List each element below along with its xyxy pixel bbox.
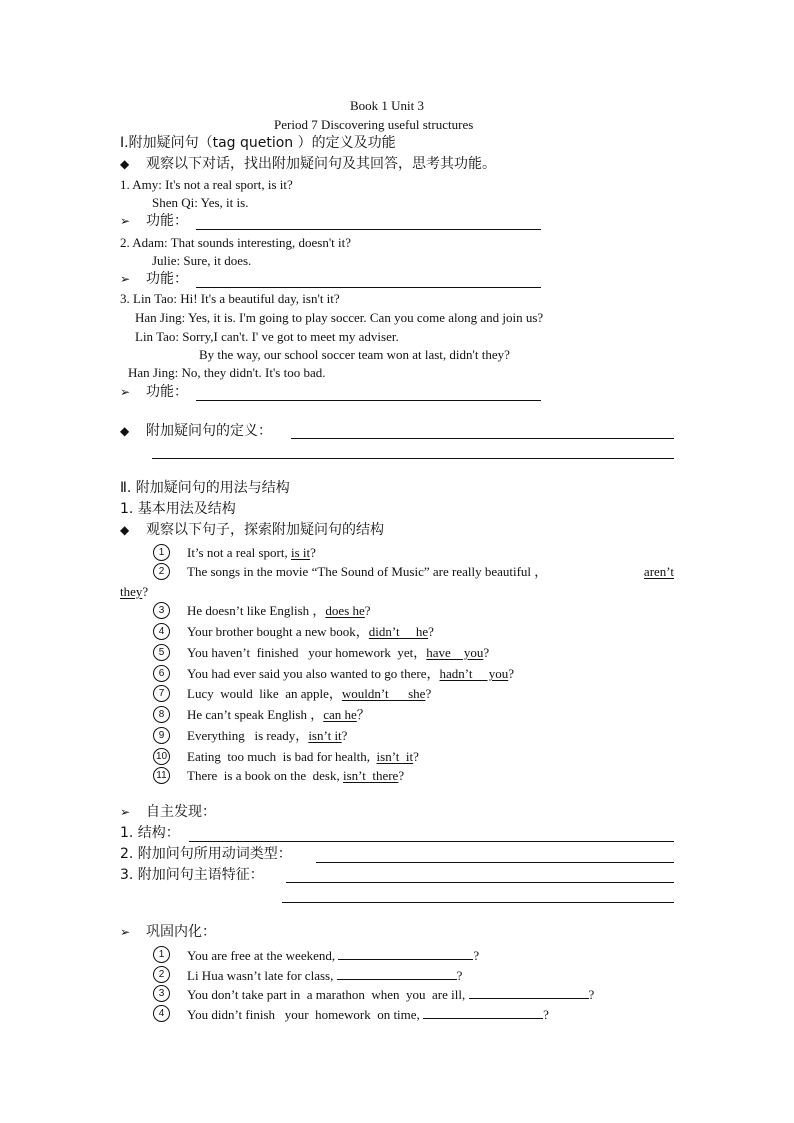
answer-line[interactable] (196, 287, 541, 288)
tag-question: didn’t he (368, 624, 429, 639)
sentence-number: 2 (153, 563, 170, 580)
dialogue-3-line-4: By the way, our school soccer team won at last, didn't they? (199, 347, 510, 362)
sentence-number: 1 (153, 544, 170, 561)
answer-blank[interactable] (469, 986, 589, 999)
practice-heading: ➢ 巩固内化： (120, 924, 216, 940)
answer-line[interactable] (316, 862, 674, 863)
sentence-number: 4 (153, 623, 170, 640)
section-2-heading: Ⅱ. 附加疑问句的用法与结构 (120, 480, 290, 496)
sentence-number: 5 (153, 644, 170, 661)
dialogue-3-line-5: Han Jing: No, they didn't. It's too bad. (128, 365, 326, 380)
sentence-number: 10 (153, 748, 170, 765)
practice-sentence: You didn’t finish your homework on time, ? (187, 1007, 549, 1022)
example-sentence: Your brother bought a new book，didn’t he? (187, 624, 434, 639)
tag-question: wouldn’t she (341, 686, 426, 701)
answer-line[interactable] (196, 229, 541, 230)
example-sentence: You haven’t finished your homework yet，have you? (187, 645, 490, 660)
answer-line[interactable] (152, 458, 674, 459)
doc-title: Book 1 Unit 3 (350, 98, 425, 113)
example-sentence: Eating too much is bad for health, isn’t it? (187, 749, 419, 764)
tag-question: can he (323, 707, 357, 722)
tag-question: isn’t it (308, 728, 342, 743)
answer-line[interactable] (291, 438, 674, 439)
example-sentence: He can’t speak English ，can he？ (187, 707, 370, 722)
section-2-subheading: 1. 基本用法及结构 (120, 501, 236, 517)
arrow-bullet-icon: ➢ (120, 214, 131, 228)
diamond-bullet-icon: ◆ (120, 523, 130, 537)
answer-blank[interactable] (423, 1006, 543, 1019)
function-1: ➢ 功能： (120, 213, 188, 229)
section-2-instruction: ◆ 观察以下句子，探索附加疑问句的结构 (120, 522, 384, 538)
sentence-number: 11 (153, 767, 170, 784)
function-3: ➢ 功能： (120, 384, 188, 400)
dialogue-1-line-2: Shen Qi: Yes, it is. (152, 195, 249, 210)
practice-sentence: You are free at the weekend, ? (187, 948, 480, 963)
answer-line[interactable] (196, 400, 541, 401)
example-sentence: The songs in the movie “The Sound of Music” are really beautiful ， aren’t (187, 564, 674, 579)
practice-number: 3 (153, 985, 170, 1002)
tag-question: isn’t there (342, 768, 399, 783)
example-sentence: You had ever said you also wanted to go there，hadn’t you? (187, 666, 515, 681)
tag-question: they (120, 584, 143, 599)
section-1-instruction: ◆ 观察以下对话，找出附加疑问句及其回答，思考其功能。 (120, 156, 496, 172)
example-sentence: There is a book on the desk, isn’t there? (187, 768, 405, 783)
tag-question: aren’t (643, 564, 674, 579)
dialogue-3-line-2: Han Jing: Yes, it is. I'm going to play soccer. Can you come along and join us? (135, 310, 544, 325)
example-sentence: Everything is ready，isn’t it? (187, 728, 348, 743)
discover-heading: ➢ 自主发现： (120, 804, 216, 820)
arrow-bullet-icon: ➢ (120, 805, 131, 819)
tag-question: does he (325, 603, 365, 618)
example-sentence: He doesn’t like English ，does he? (187, 603, 371, 618)
answer-blank[interactable] (337, 967, 457, 980)
discover-q3: 3. 附加问句主语特征： (120, 867, 264, 883)
sentence-number: 7 (153, 685, 170, 702)
answer-line[interactable] (282, 902, 674, 903)
sentence-number: 8 (153, 706, 170, 723)
answer-line[interactable] (286, 882, 674, 883)
arrow-bullet-icon: ➢ (120, 272, 131, 286)
discover-q2: 2. 附加问句所用动词类型： (120, 846, 292, 862)
example-sentence-continued: they? (120, 584, 149, 599)
example-sentence: Lucy would like an apple，wouldn’t she? (187, 686, 432, 701)
example-sentence: It’s not a real sport, is it? (187, 545, 316, 560)
discover-q1: 1. 结构： (120, 825, 180, 841)
practice-number: 1 (153, 946, 170, 963)
diamond-bullet-icon: ◆ (120, 157, 130, 171)
dialogue-3-line-1: 3. Lin Tao: Hi! It's a beautiful day, isn't it? (120, 291, 340, 306)
definition-prompt: ◆ 附加疑问句的定义： (120, 423, 272, 439)
arrow-bullet-icon: ➢ (120, 925, 131, 939)
doc-subtitle: Period 7 Discovering useful structures (274, 117, 474, 132)
sentence-number: 9 (153, 727, 170, 744)
dialogue-2-line-1: 2. Adam: That sounds interesting, doesn't it? (120, 235, 352, 250)
practice-number: 2 (153, 966, 170, 983)
section-1-heading: Ⅰ.附加疑问句（tag quetion ）的定义及功能 (120, 135, 396, 151)
function-2: ➢ 功能： (120, 271, 188, 287)
dialogue-2-line-2: Julie: Sure, it does. (152, 253, 252, 268)
sentence-number: 6 (153, 665, 170, 682)
tag-question: hadn’t you (439, 666, 509, 681)
practice-number: 4 (153, 1005, 170, 1022)
diamond-bullet-icon: ◆ (120, 424, 130, 438)
practice-sentence: You don’t take part in a marathon when you are ill, ? (187, 987, 595, 1002)
practice-sentence: Li Hua wasn’t late for class, ? (187, 968, 463, 983)
dialogue-1-line-1: 1. Amy: It's not a real sport, is it? (120, 177, 293, 192)
arrow-bullet-icon: ➢ (120, 385, 131, 399)
tag-question: is it (290, 545, 311, 560)
sentence-number: 3 (153, 602, 170, 619)
answer-blank[interactable] (338, 947, 473, 960)
tag-question: isn’t it (376, 749, 414, 764)
answer-line[interactable] (189, 841, 674, 842)
dialogue-3-line-3: Lin Tao: Sorry,I can't. I' ve got to meet my adviser. (135, 329, 399, 344)
tag-question: have you (426, 645, 484, 660)
